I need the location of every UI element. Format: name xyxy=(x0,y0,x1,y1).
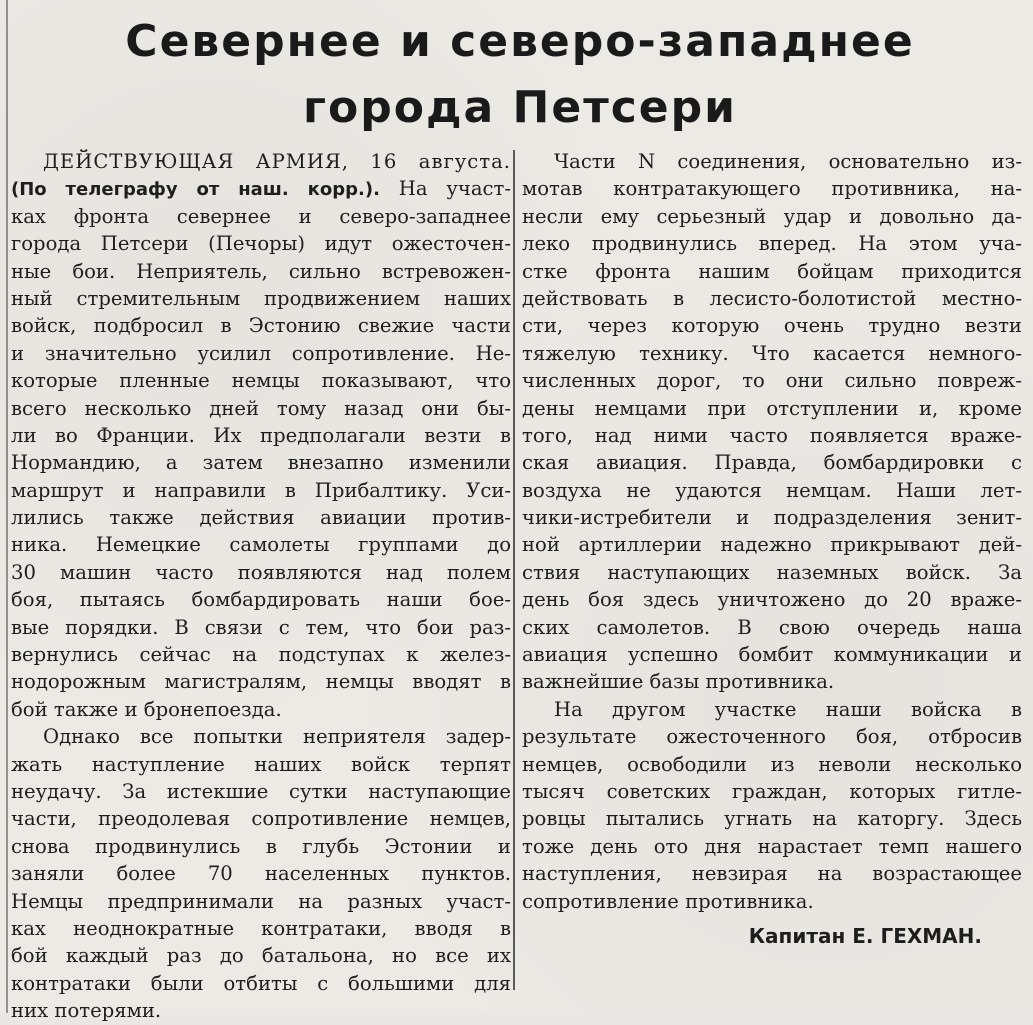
text-line: боя, пытаясь бомбардировать наши бое- xyxy=(11,588,511,612)
text-line: всего несколько дней тому назад они бы- xyxy=(11,396,511,420)
byline: Капитан Е. ГЕХМАН. xyxy=(748,923,982,948)
text-line: тяжелую технику. Что касается немного- xyxy=(522,341,1022,365)
text-line: тысяч советских граждан, которых гитле- xyxy=(522,779,1022,803)
text-line: ских самолетов. В свою очередь наша xyxy=(522,615,1022,639)
text-line: чики-истребители и подразделения зенит- xyxy=(522,506,1022,530)
text-line: маршрут и направили в Прибалтику. Уси- xyxy=(11,478,511,502)
text-line: заняли более 70 населенных пунктов. xyxy=(11,862,511,886)
text-line: мотав контратакующего противника, на- xyxy=(522,177,1022,201)
text-line: дены немцами при отступлении и, кроме xyxy=(522,396,1022,420)
text-line: лились также действия авиации против- xyxy=(11,506,511,530)
text-line: жать наступление наших войск терпят xyxy=(11,752,511,776)
text-line: Нормандию, а затем внезапно изменили xyxy=(11,451,511,475)
left-paragraph-2 xyxy=(11,723,511,1024)
text-line: войск, подбросил в Эстонию свежие части xyxy=(11,314,511,338)
text-line: ный стремительным продвижением наших xyxy=(11,286,511,310)
text-line: важнейшие базы противника. xyxy=(522,670,835,694)
text-line: ные бои. Неприятель, сильно встревожен- xyxy=(11,259,511,283)
text-line: авиация успешно бомбит коммуникации и xyxy=(522,643,1022,667)
text-line: нодорожным магистралям, немцы вводят в xyxy=(11,670,511,694)
text-line: которые пленные немцы показывают, что xyxy=(11,369,511,393)
page-edge-rule xyxy=(6,0,8,1013)
text-line: день боя здесь уничтожено до 20 враже- xyxy=(522,588,1022,612)
headline-line-1: Севернее и северо-западнее xyxy=(125,16,915,67)
text-line: бой также и бронепоезда. xyxy=(11,697,282,721)
text-line: ская авиация. Правда, бомбардировки с xyxy=(522,451,1022,475)
text-line: контратаки были отбиты с большими для xyxy=(11,971,511,995)
text-line: леко продвинулись вперед. На этом уча- xyxy=(522,232,1022,256)
text-line: стке фронта нашим бойцам приходится xyxy=(522,259,1022,283)
text-line: ли во Франции. Их предполагали везти в xyxy=(11,423,511,447)
text-line: тоже день ото дня нарастает темп нашего xyxy=(522,834,1022,858)
right-column xyxy=(522,148,1022,950)
text-line: действовать в лесисто-болотистой местно- xyxy=(522,286,1022,310)
text-line: ровцы пытались угнать на каторгу. Здесь xyxy=(522,807,1022,831)
text-line: ника. Немецкие самолеты группами до xyxy=(11,533,511,557)
text-line: вые порядки. В связи с тем, что бои раз- xyxy=(11,615,511,639)
text-line: На другом участке наши войска в xyxy=(554,697,1022,721)
lead-bold: (По телеграфу от наш. корр.). xyxy=(11,179,380,201)
text-line: того, над ними часто появляется враже- xyxy=(522,423,1022,447)
text-line: несли ему серьезный удар и довольно да- xyxy=(522,204,1022,228)
text-line: 30 машин часто появляются над полем xyxy=(11,560,511,584)
left-paragraph-1 xyxy=(11,203,511,723)
text-line: неудачу. За истекшие сутки наступающие xyxy=(11,779,511,803)
headline-line-2: города Петсери xyxy=(303,82,737,133)
text-line: сти, через которую очень трудно везти xyxy=(522,314,1022,338)
text-line: Однако все попытки неприятеля задер- xyxy=(43,725,511,749)
text-line: результате ожесточенного боя, отбросив xyxy=(522,725,1022,749)
text-line: ках фронта севернее и северо-западнее xyxy=(11,204,511,228)
column-divider xyxy=(513,150,515,990)
right-paragraph-2 xyxy=(522,696,1022,915)
left-column xyxy=(11,148,511,1025)
text-line: воздуха не удаются немцам. Наши лет- xyxy=(522,478,1022,502)
dateline: ДЕЙСТВУЮЩАЯ АРМИЯ, 16 августа. xyxy=(43,150,511,173)
text-line: ствия наступающих наземных войск. За xyxy=(522,560,1022,584)
text-line: бой каждый раз до батальона, но все их xyxy=(11,944,511,968)
text-line: них потерями. xyxy=(11,999,162,1023)
right-paragraph-1 xyxy=(522,148,1022,696)
lead-line: (По телеграфу от наш. корр.). На участ- xyxy=(11,177,511,201)
text-line: снова продвинулись в глубь Эстонии и xyxy=(11,834,511,858)
text-line: немцев, освободили из неволи несколько xyxy=(522,752,1022,776)
text-line: численных дорог, то они сильно повреж- xyxy=(522,369,1022,393)
text-line: вернулись сейчас на подступах к желез- xyxy=(11,643,511,667)
text-line: наступления, невзирая на возрастающее xyxy=(522,862,1022,886)
text-line: Немцы предпринимали на разных участ- xyxy=(11,889,511,913)
text-line: и значительно усилил сопротивление. Не- xyxy=(11,341,511,365)
text-line: сопротивление противника. xyxy=(522,889,814,913)
text-line: ной артиллерии надежно прикрывают дей- xyxy=(522,533,1022,557)
text-line: ках неоднократные контратаки, вводя в xyxy=(11,916,511,940)
text-line: города Петсери (Печоры) идут ожесточен- xyxy=(11,232,511,256)
text-line: Части N соединения, основательно из- xyxy=(554,150,1022,173)
text-line: части, преодолевая сопротивление немцев, xyxy=(11,807,511,831)
